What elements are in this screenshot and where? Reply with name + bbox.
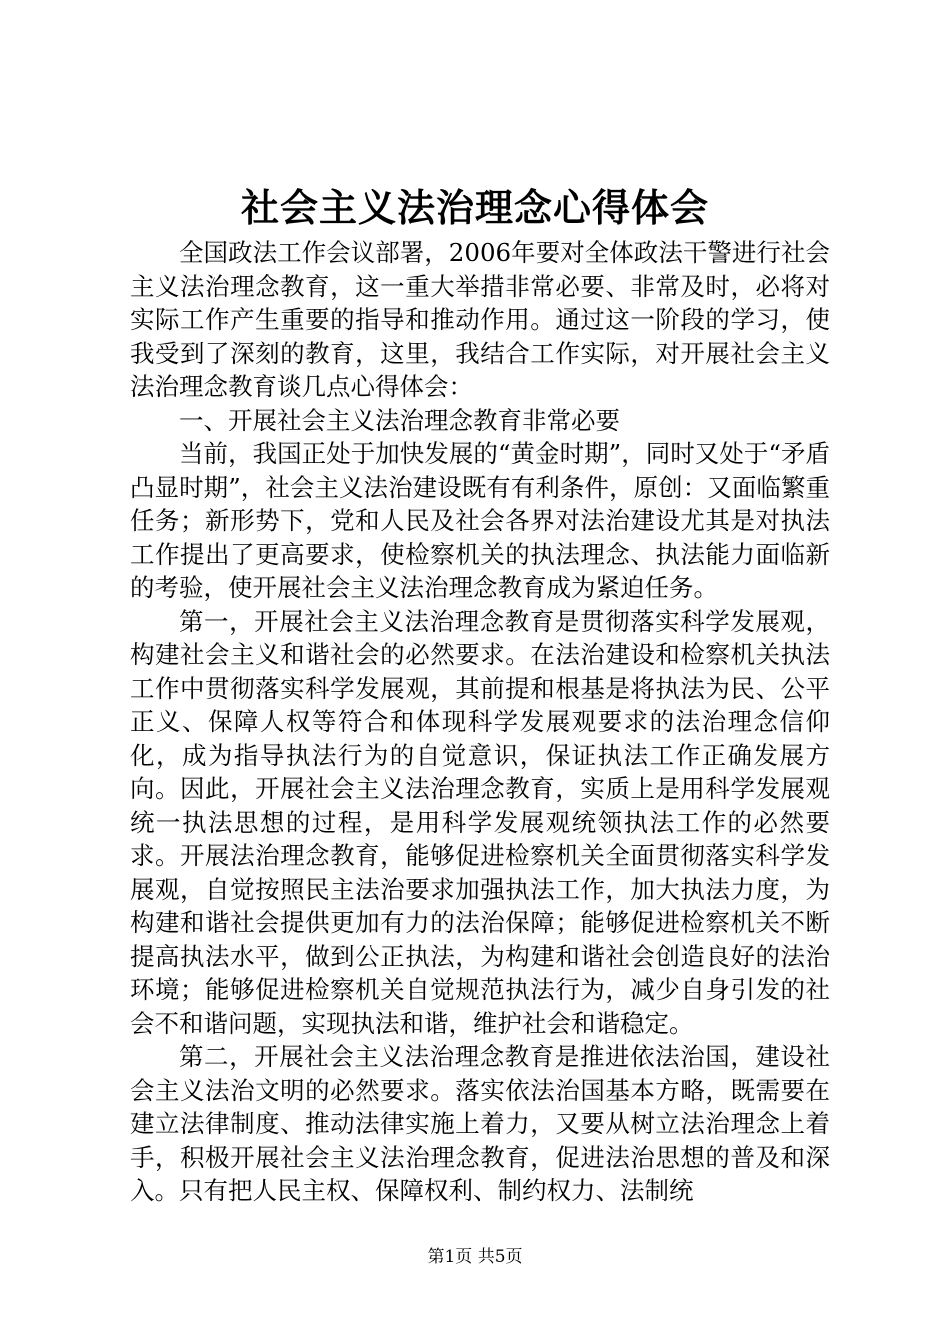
paragraph-intro: 全国政法工作会议部署，2006年要对全体政法干警进行社会主义法治理念教育，这一重大举措非常必要、非常及时，必将对实际工作产生重要的指导和推动作用。通过这一阶段的学习，使我受到了深刻的教育，这里，我结合工作实际，对开展社会主义法治理念教育谈几点心得体会： [130,238,830,401]
paragraph-current-situation: 当前，我国正处于加快发展的“黄金时期”，同时又处于“矛盾凸显时期”，社会主义法治建设既有有利条件，原创：又面临繁重任务；新形势下，党和人民及社会各界对法治建设尤其是对执法工作提出了更高要求，使检察机关的执法理念、执法能力面临新的考验，使开展社会主义法治理念教育成为紧迫任务。 [130,439,830,602]
page-number-footer: 第1页 共5页 [427,1247,523,1267]
document-body [130,236,830,1208]
paragraph-second-point: 第二，开展社会主义法治理念教育是推进依法治国，建设社会主义法治文明的必然要求。落实依法治国基本方略，既需要在建立法律制度、推动法律实施上着力，又要从树立法治理念上着手，积极开展社会主义法治理念教育，促进法治思想的普及和深入。只有把人民主权、保障权利、制约权力、法制统 [130,1042,830,1205]
paragraph-first-point: 第一，开展社会主义法治理念教育是贯彻落实科学发展观，构建社会主义和谐社会的必然要求。在法治建设和检察机关执法工作中贯彻落实科学发展观，其前提和根基是将执法为民、公平正义、保障人权等符合和体现科学发展观要求的法治理念信仰化，成为指导执法行为的自觉意识，保证执法工作正确发展方向。因此，开展社会主义法治理念教育，实质上是用科学发展观统一执法思想的过程，是用科学发展观统领执法工作的必然要求。开展法治理念教育，能够促进检察机关全面贯彻落实科学发展观，自觉按照民主法治要求加强执法工作，加大执法力度，为构建和谐社会提供更加有力的法治保障；能够促进检察机关不断提高执法水平，做到公正执法，为构建和谐社会创造良好的法治环境；能够促进检察机关自觉规范执法行为，减少自身引发的社会不和谐问题，实现执法和谐，维护社会和谐稳定。 [130,606,830,1038]
section-heading-1: 一、开展社会主义法治理念教育非常必要 [179,405,620,435]
document-title: 社会主义法治理念心得体会 [240,185,709,230]
